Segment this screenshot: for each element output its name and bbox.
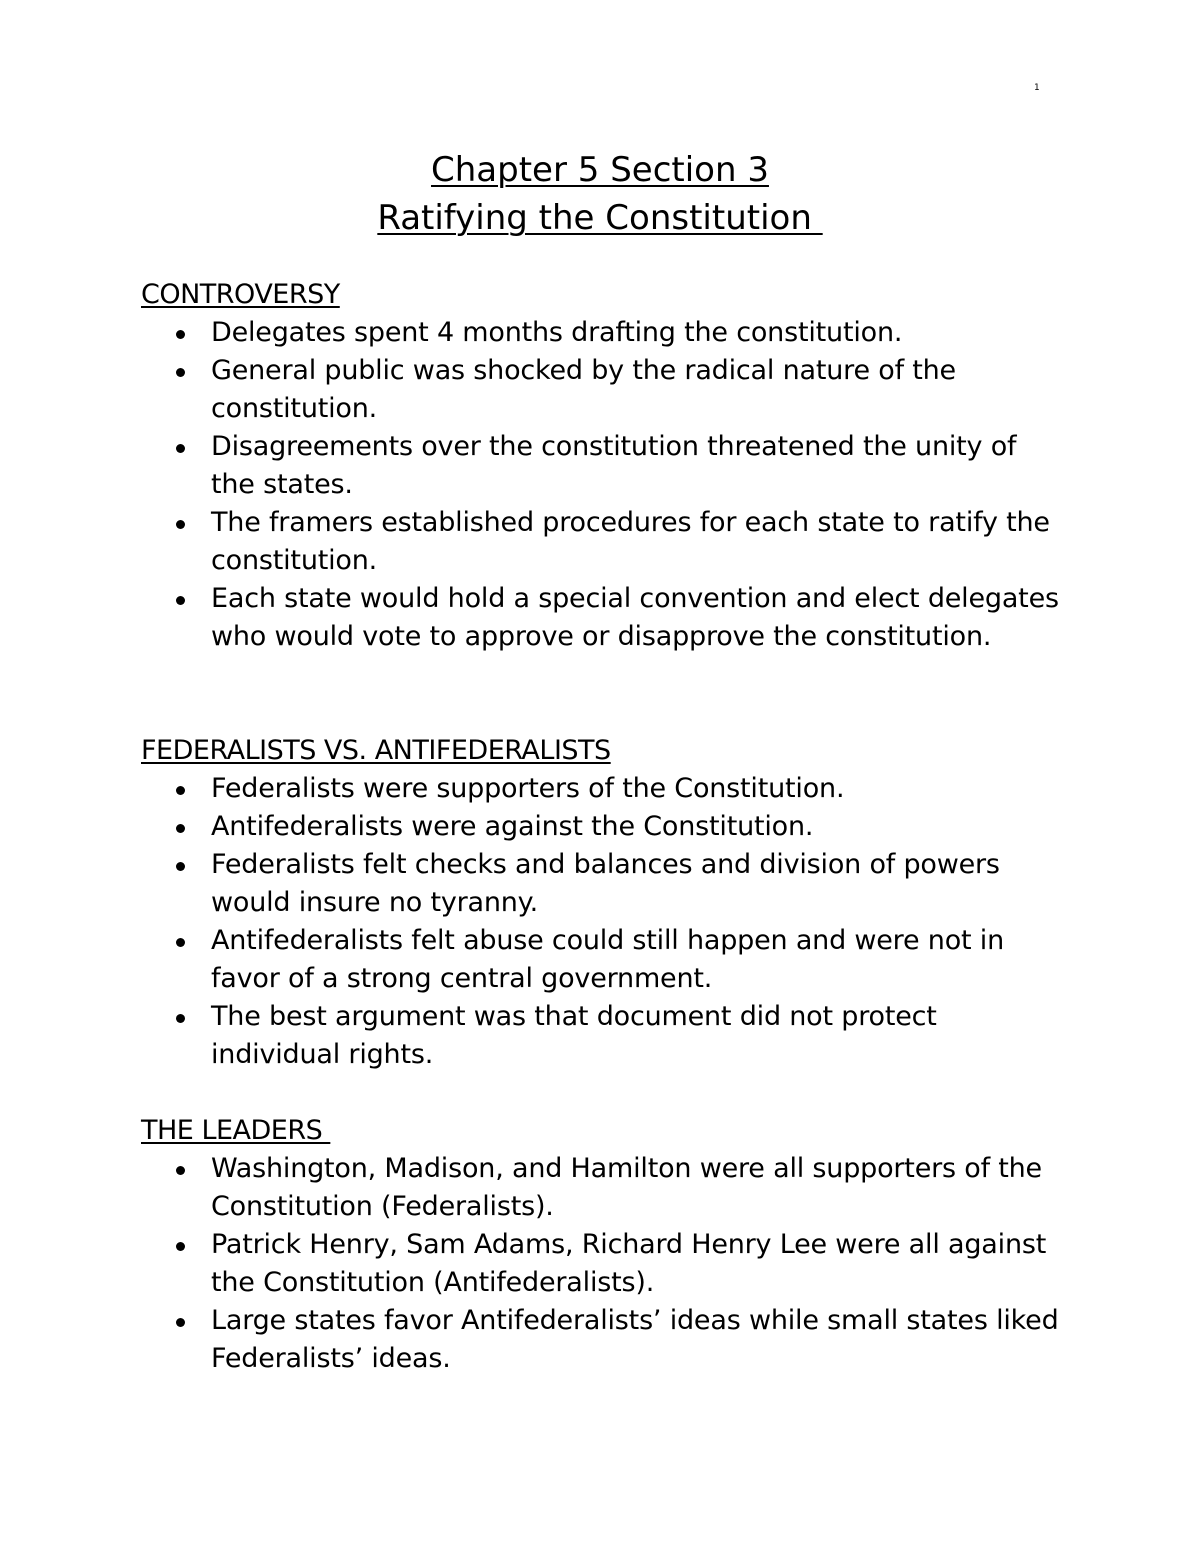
bullet-icon: [176, 862, 185, 871]
bullet-icon: [176, 330, 185, 339]
bullet-icon: [176, 824, 185, 833]
bullet-item: [141, 998, 1061, 1074]
bullet-text: Antifederalists were against the Constitution.: [211, 811, 814, 842]
bullet-text: Delegates spent 4 months drafting the constitution.: [211, 317, 903, 348]
bullet-item: [141, 352, 1061, 428]
bullet-text: Federalists felt checks and balances and division of powers would insure no tyranny.: [211, 849, 1000, 918]
bullet-text: Antifederalists felt abuse could still happen and were not in favor of a strong central government.: [211, 925, 1005, 994]
section-federalists-vs-antifederalists: [141, 732, 1061, 1074]
bullet-text: Large states favor Antifederalists’ ideas while small states liked Federalists’ ideas.: [211, 1305, 1059, 1374]
bullet-text: Federalists were supporters of the Constitution.: [211, 773, 845, 804]
bullet-list: [141, 314, 1061, 656]
bullet-text: Patrick Henry, Sam Adams, Richard Henry Lee were all against the Constitution (Antifederalists).: [211, 1229, 1047, 1298]
bullet-icon: [176, 1014, 185, 1023]
bullet-text: The best argument was that document did not protect individual rights.: [211, 1001, 937, 1070]
bullet-text: General public was shocked by the radical nature of the constitution.: [211, 355, 956, 424]
bullet-icon: [176, 786, 185, 795]
bullet-item: [141, 770, 1061, 808]
bullet-text: The framers established procedures for each state to ratify the constitution.: [211, 507, 1050, 576]
bullet-icon: [176, 596, 185, 605]
bullet-item: [141, 314, 1061, 352]
bullet-item: [141, 1150, 1061, 1226]
bullet-text: Disagreements over the constitution threatened the unity of the states.: [211, 431, 1017, 500]
bullet-list: [141, 1150, 1061, 1378]
bullet-item: [141, 922, 1061, 998]
section-heading: FEDERALISTS VS. ANTIFEDERALISTS: [141, 735, 611, 766]
document-title: [0, 146, 1200, 242]
bullet-text: Each state would hold a special convention and elect delegates who would vote to approve or disapprove the constitution.: [211, 583, 1059, 652]
bullet-list: [141, 770, 1061, 1074]
bullet-item: [141, 1226, 1061, 1302]
bullet-icon: [176, 1318, 185, 1327]
bullet-icon: [176, 368, 185, 377]
document-subtitle: Ratifying the Constitution: [377, 198, 823, 238]
section-controversy: [141, 276, 1061, 656]
bullet-item: [141, 580, 1061, 656]
bullet-item: [141, 504, 1061, 580]
section-the-leaders: [141, 1112, 1061, 1378]
section-heading: CONTROVERSY: [141, 279, 340, 310]
bullet-item: [141, 1302, 1061, 1378]
bullet-icon: [176, 938, 185, 947]
page-number: 1: [1034, 83, 1040, 93]
bullet-icon: [176, 520, 185, 529]
chapter-title: Chapter 5 Section 3: [431, 150, 769, 190]
bullet-icon: [176, 444, 185, 453]
bullet-icon: [176, 1166, 185, 1175]
bullet-item: [141, 846, 1061, 922]
bullet-item: [141, 428, 1061, 504]
section-heading: THE LEADERS: [141, 1115, 331, 1146]
bullet-text: Washington, Madison, and Hamilton were all supporters of the Constitution (Federalists).: [211, 1153, 1042, 1222]
bullet-item: [141, 808, 1061, 846]
bullet-icon: [176, 1242, 185, 1251]
